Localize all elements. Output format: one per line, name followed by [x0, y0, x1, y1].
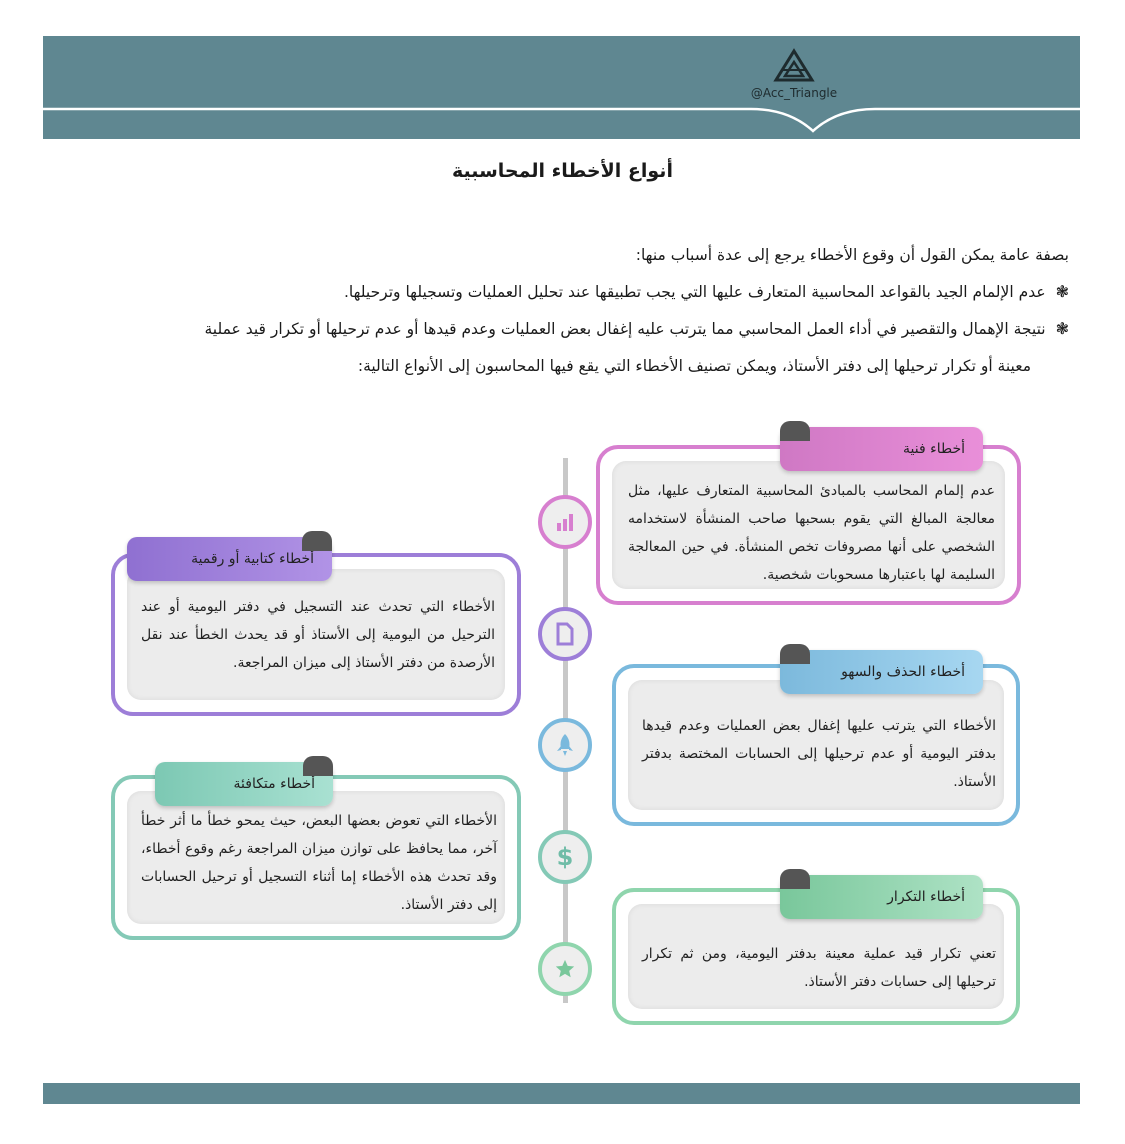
- card-title-tab: [780, 650, 983, 694]
- bar-chart-icon: [553, 510, 577, 534]
- intro-lead: بصفة عامة يمكن القول أن وقوع الأخطاء يرجع إلى عدة أسباب منها:: [635, 246, 1069, 264]
- timeline-node: [538, 495, 592, 549]
- bullet-icon: ❃: [1055, 319, 1069, 338]
- handle-text: @Acc_Triangle: [750, 86, 838, 100]
- card-body: الأخطاء التي تعوض بعضها البعض، حيث يمحو خطأ ما أثر خطأ آخر، مما يحافظ على توازن ميزان المراجعة رغم وقوع أخطاء، وقد تحدث هذه الأخطاء إما أثناء التسجيل أو ترحيل الحسابات إلى دفتر الأستاذ.: [141, 813, 497, 913]
- document-icon: [554, 622, 576, 646]
- timeline-node: [538, 607, 592, 661]
- bullet-icon: ❃: [1055, 282, 1069, 301]
- card-title-tab: [155, 762, 333, 806]
- card-body: تعني تكرار قيد عملية معينة بدفتر اليومية، ومن ثم تكرار ترحيلها إلى حسابات دفتر الأستاذ.: [642, 946, 996, 990]
- card-title: أخطاء التكرار: [887, 889, 965, 905]
- card-title-tab: [780, 427, 983, 471]
- intro-bullet-2-continued: معينة أو تكرار ترحيلها إلى دفتر الأستاذ، ويمكن تصنيف الأخطاء التي يقع فيها المحاسبون إلى الأنواع التالية:: [357, 357, 1031, 375]
- card-body: الأخطاء التي تحدث عند التسجيل في دفتر اليومية أو عند الترحيل من اليومية إلى الأستاذ أو قد يحدث الخطأ عند نقل الأرصدة من دفتر الأستاذ إلى ميزان المراجعة.: [141, 599, 495, 671]
- brand-logo: [744, 48, 844, 100]
- footer-bar: [43, 1083, 1080, 1104]
- page-title: أنواع الأخطاء المحاسبية: [452, 160, 673, 182]
- intro-bullet-1: [39, 277, 1069, 314]
- intro-bullet-2: [39, 314, 1069, 351]
- card-title-tab: [127, 537, 332, 581]
- header-banner: [43, 36, 1080, 139]
- timeline-node: [538, 942, 592, 996]
- card-title: أخطاء الحذف والسهو: [841, 664, 965, 680]
- triangle-logo-icon: [772, 48, 816, 84]
- rocket-icon: [554, 732, 576, 758]
- star-icon: [554, 958, 576, 980]
- bullet-2-text: نتيجة الإهمال والتقصير في أداء العمل المحاسبي مما يترتب عليه إغفال بعض العمليات وعدم قيدها أو عدم ترحيلها أو تكرار قيد عملية: [204, 320, 1046, 338]
- card-title-tab: [780, 875, 983, 919]
- timeline-node: [538, 830, 592, 884]
- dollar-icon: $: [556, 843, 574, 871]
- intro-section: [39, 240, 1069, 388]
- card-body: الأخطاء التي يترتب عليها إغفال بعض العمليات وعدم قيدها بدفتر اليومية أو عدم ترحيلها إلى الحسابات المختصة بدفتر الأستاذ.: [642, 718, 996, 790]
- card-title: أخطاء كتابية أو رقمية: [191, 551, 314, 567]
- card-body: عدم إلمام المحاسب بالمبادئ المحاسبية المتعارف عليها، مثل معالجة المبالغ التي يقوم بسحبها صاحب المنشأة لاستخدامه الشخصي على أنها مصروفات تخص المنشأة. في حين المعالجة السليمة لها باعتبارها مسحوبات شخصية.: [628, 483, 995, 583]
- timeline-node: [538, 718, 592, 772]
- card-title: أخطاء متكافئة: [233, 776, 315, 792]
- bullet-1-text: عدم الإلمام الجيد بالقواعد المحاسبية المتعارف عليها التي يجب تطبيقها عند تحليل العمليات وتسجيلها وترحيلها.: [344, 283, 1046, 301]
- card-title: أخطاء فنية: [903, 441, 965, 457]
